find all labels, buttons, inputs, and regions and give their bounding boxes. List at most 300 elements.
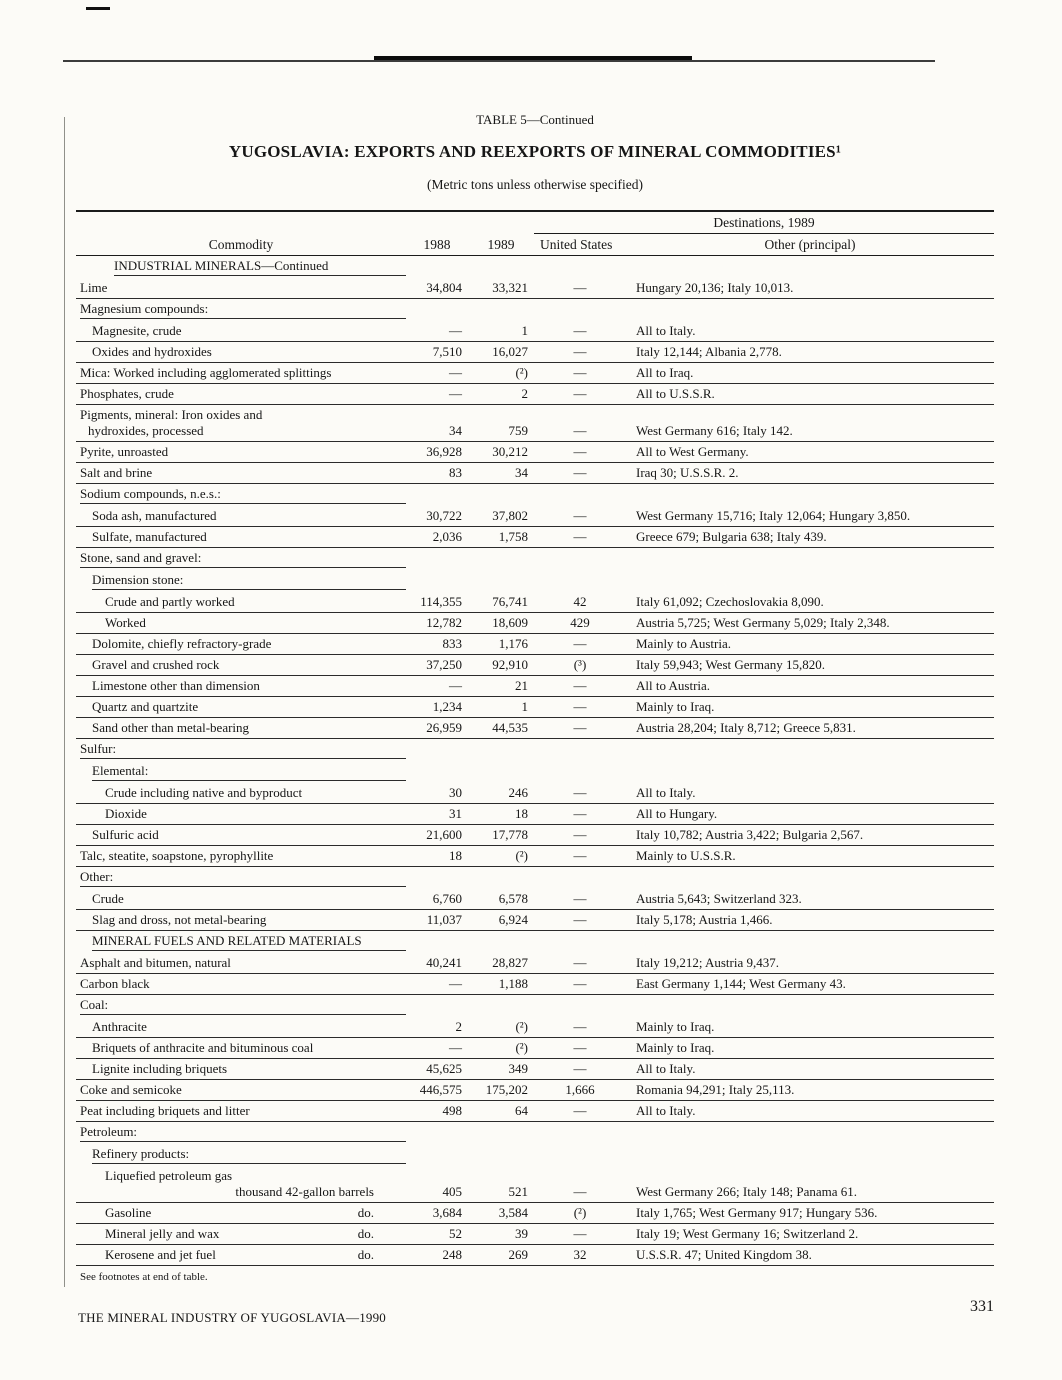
us-destination-cell: (³)	[534, 655, 626, 676]
us-destination-cell: —	[534, 1017, 626, 1038]
commodity-label: Talc, steatite, soapstone, pyrophyllite	[80, 848, 274, 863]
commodity-cell	[76, 867, 406, 890]
commodity-cell	[76, 342, 406, 363]
section-row	[76, 1144, 994, 1166]
value-1989-cell: (²)	[468, 1038, 534, 1059]
us-destination-cell: —	[534, 363, 626, 384]
other-destination-cell: Italy 10,782; Austria 3,422; Bulgaria 2,567.	[626, 825, 994, 846]
value-1988-cell: —	[406, 1038, 468, 1059]
us-destination-cell: —	[534, 889, 626, 910]
commodity-cell	[76, 592, 406, 613]
section-row	[76, 256, 994, 279]
empty-cell	[406, 739, 994, 762]
table-label: TABLE 5—Continued	[476, 112, 594, 127]
commodity-label: Liquefied petroleum gas	[105, 1168, 233, 1183]
scan-artifact-mark	[86, 7, 110, 10]
value-1988-cell: 833	[406, 634, 468, 655]
us-destination-cell: —	[534, 342, 626, 363]
commodity-cell	[76, 1203, 406, 1224]
value-1988-cell: —	[406, 974, 468, 995]
commodity-label: Briquets of anthracite and bituminous coal	[92, 1040, 314, 1055]
empty-cell	[406, 484, 994, 507]
unit-label: do.	[357, 1205, 374, 1220]
value-1988-cell: 446,575	[406, 1080, 468, 1101]
us-destination-cell: —	[534, 506, 626, 527]
table-row	[76, 889, 994, 910]
value-1989-cell: 76,741	[468, 592, 534, 613]
empty-cell	[406, 995, 994, 1018]
value-1988-cell: 36,928	[406, 442, 468, 463]
unit-label: thousand 42-gallon barrels	[235, 1184, 374, 1199]
commodity-cell	[76, 655, 406, 676]
other-destination-cell: Italy 61,092; Czechoslovakia 8,090.	[626, 592, 994, 613]
commodity-label: Petroleum:	[80, 1124, 138, 1139]
empty-cell	[406, 1144, 994, 1166]
commodity-label: Worked	[105, 615, 146, 630]
commodity-cell	[76, 1122, 406, 1145]
table-row	[76, 634, 994, 655]
other-destination-cell: Mainly to Iraq.	[626, 1017, 994, 1038]
commodity-label: Refinery products:	[92, 1146, 190, 1161]
value-1988-cell: 30,722	[406, 506, 468, 527]
value-1988-cell: 83	[406, 463, 468, 484]
value-1989-cell: 2	[468, 384, 534, 405]
table-row	[76, 363, 994, 384]
other-destination-cell: All to Italy.	[626, 321, 994, 342]
page-left-border	[64, 117, 65, 1287]
other-destination-cell: All to Italy.	[626, 783, 994, 804]
section-row	[76, 484, 994, 507]
other-destination-cell: All to Austria.	[626, 676, 994, 697]
value-1989-cell: 1	[468, 321, 534, 342]
page-content	[76, 112, 994, 1283]
top-rule-thin	[63, 60, 935, 62]
section-row	[76, 867, 994, 890]
commodity-cell	[76, 463, 406, 484]
commodity-label: Pyrite, unroasted	[80, 444, 169, 459]
empty-cell	[406, 299, 994, 322]
us-destination-cell: —	[534, 825, 626, 846]
commodity-cell	[76, 613, 406, 634]
value-1988-cell: 12,782	[406, 613, 468, 634]
other-destination-cell: Italy 12,144; Albania 2,778.	[626, 342, 994, 363]
value-1989-cell: 349	[468, 1059, 534, 1080]
other-destination-cell: Mainly to U.S.S.R.	[626, 846, 994, 867]
col-header-commodity: Commodity	[76, 211, 406, 256]
table-subtitle: (Metric tons unless otherwise specified)	[427, 177, 643, 192]
us-destination-cell: 1,666	[534, 1080, 626, 1101]
table-row	[76, 910, 994, 931]
commodity-label: Dioxide	[105, 806, 147, 821]
col-header-united-states: United States	[534, 234, 626, 256]
commodity-cell	[76, 1017, 406, 1038]
other-destination-cell: Romania 94,291; Italy 25,113.	[626, 1080, 994, 1101]
commodity-cell	[76, 1166, 406, 1203]
commodity-cell	[76, 783, 406, 804]
value-1989-cell: 1,188	[468, 974, 534, 995]
commodity-label: Dolomite, chiefly refractory-grade	[92, 636, 272, 651]
other-destination-cell: Mainly to Iraq.	[626, 697, 994, 718]
other-destination-cell: All to West Germany.	[626, 442, 994, 463]
other-destination-cell: Italy 19; West Germany 16; Switzerland 2.	[626, 1224, 994, 1245]
commodity-label: Lignite including briquets	[92, 1061, 228, 1076]
value-1989-cell: 18	[468, 804, 534, 825]
commodity-cell	[76, 634, 406, 655]
us-destination-cell: —	[534, 384, 626, 405]
commodity-label: Kerosene and jet fuel	[105, 1247, 216, 1262]
commodity-cell	[76, 1059, 406, 1080]
other-destination-cell: U.S.S.R. 47; United Kingdom 38.	[626, 1245, 994, 1266]
value-1989-cell: 44,535	[468, 718, 534, 739]
table-row	[76, 592, 994, 613]
value-1988-cell: —	[406, 363, 468, 384]
section-row	[76, 299, 994, 322]
commodity-label: Other:	[80, 869, 114, 884]
other-destination-cell: Italy 1,765; West Germany 917; Hungary 536.	[626, 1203, 994, 1224]
commodity-cell	[76, 527, 406, 548]
table-row	[76, 384, 994, 405]
footer-running-title: THE MINERAL INDUSTRY OF YUGOSLAVIA—1990	[78, 1310, 387, 1325]
us-destination-cell: 32	[534, 1245, 626, 1266]
table-row	[76, 718, 994, 739]
value-1988-cell: 30	[406, 783, 468, 804]
value-1988-cell: 114,355	[406, 592, 468, 613]
table-row	[76, 804, 994, 825]
commodity-label: Lime	[80, 280, 108, 295]
empty-cell	[406, 867, 994, 890]
commodity-label: Slag and dross, not metal-bearing	[92, 912, 267, 927]
other-destination-cell: Italy 59,943; West Germany 15,820.	[626, 655, 994, 676]
commodity-cell	[76, 1224, 406, 1245]
value-1988-cell: 31	[406, 804, 468, 825]
other-destination-cell: West Germany 616; Italy 142.	[626, 405, 994, 442]
commodity-label: Peat including briquets and litter	[80, 1103, 250, 1118]
commodity-cell	[76, 484, 406, 507]
section-row	[76, 1122, 994, 1145]
table-row	[76, 442, 994, 463]
table-row	[76, 1059, 994, 1080]
other-destination-cell: West Germany 266; Italy 148; Panama 61.	[626, 1166, 994, 1203]
table-row	[76, 1017, 994, 1038]
value-1989-cell: 33,321	[468, 278, 534, 299]
commodity-label: INDUSTRIAL MINERALS—Continued	[114, 258, 329, 273]
commodity-label: Dimension stone:	[92, 572, 184, 587]
commodity-label: Quartz and quartzite	[92, 699, 199, 714]
value-1989-cell: 269	[468, 1245, 534, 1266]
section-row	[76, 995, 994, 1018]
col-header-1989: 1989	[468, 211, 534, 256]
us-destination-cell: —	[534, 405, 626, 442]
table-row	[76, 697, 994, 718]
value-1989-cell: 30,212	[468, 442, 534, 463]
table-row	[76, 613, 994, 634]
commodity-cell	[76, 363, 406, 384]
us-destination-cell: —	[534, 1224, 626, 1245]
value-1988-cell: 34	[406, 405, 468, 442]
table-row	[76, 1101, 994, 1122]
value-1989-cell: (²)	[468, 1017, 534, 1038]
commodity-cell	[76, 548, 406, 571]
value-1989-cell: 1,758	[468, 527, 534, 548]
value-1989-cell: 759	[468, 405, 534, 442]
us-destination-cell: 42	[534, 592, 626, 613]
footnote: See footnotes at end of table.	[80, 1271, 208, 1283]
table-header	[76, 211, 994, 256]
value-1988-cell: —	[406, 676, 468, 697]
commodity-cell	[76, 739, 406, 762]
value-1989-cell: 1,176	[468, 634, 534, 655]
value-1988-cell: 3,684	[406, 1203, 468, 1224]
table-row	[76, 321, 994, 342]
other-destination-cell: All to U.S.S.R.	[626, 384, 994, 405]
value-1988-cell: 248	[406, 1245, 468, 1266]
table-row	[76, 825, 994, 846]
value-1989-cell: 64	[468, 1101, 534, 1122]
table-row	[76, 278, 994, 299]
us-destination-cell: —	[534, 1038, 626, 1059]
section-row	[76, 739, 994, 762]
col-header-1988: 1988	[406, 211, 468, 256]
table-row	[76, 506, 994, 527]
commodity-cell	[76, 299, 406, 322]
commodity-cell	[76, 889, 406, 910]
us-destination-cell: —	[534, 1059, 626, 1080]
table-row	[76, 1245, 994, 1266]
us-destination-cell: —	[534, 697, 626, 718]
empty-cell	[406, 256, 994, 279]
commodity-label: Phosphates, crude	[80, 386, 174, 401]
value-1988-cell: 6,760	[406, 889, 468, 910]
commodity-cell	[76, 1245, 406, 1266]
value-1989-cell: 28,827	[468, 953, 534, 974]
us-destination-cell: —	[534, 953, 626, 974]
value-1989-cell: 37,802	[468, 506, 534, 527]
empty-cell	[406, 761, 994, 783]
value-1988-cell: 7,510	[406, 342, 468, 363]
commodities-table	[76, 210, 994, 1266]
table-body	[76, 256, 994, 1266]
value-1988-cell: 498	[406, 1101, 468, 1122]
commodity-cell	[76, 995, 406, 1018]
commodity-cell	[76, 442, 406, 463]
commodity-label: Sulfuric acid	[92, 827, 159, 842]
commodity-label: Limestone other than dimension	[92, 678, 260, 693]
other-destination-cell: All to Italy.	[626, 1059, 994, 1080]
unit-label: do.	[357, 1226, 374, 1241]
commodity-label: Gravel and crushed rock	[92, 657, 220, 672]
commodity-cell	[76, 570, 406, 592]
us-destination-cell: —	[534, 783, 626, 804]
commodity-cell	[76, 506, 406, 527]
commodity-label: Mineral jelly and wax	[105, 1226, 220, 1241]
value-1988-cell: 1,234	[406, 697, 468, 718]
table-row	[76, 953, 994, 974]
us-destination-cell: —	[534, 846, 626, 867]
value-1989-cell: (²)	[468, 363, 534, 384]
table-row	[76, 783, 994, 804]
commodity-label: Soda ash, manufactured	[92, 508, 217, 523]
us-destination-cell: —	[534, 463, 626, 484]
other-destination-cell: Austria 28,204; Italy 8,712; Greece 5,831.	[626, 718, 994, 739]
commodity-label: Mica: Worked including agglomerated splittings	[80, 365, 332, 380]
value-1989-cell: 34	[468, 463, 534, 484]
commodity-cell	[76, 384, 406, 405]
us-destination-cell: —	[534, 278, 626, 299]
table-row	[76, 342, 994, 363]
commodity-cell	[76, 1038, 406, 1059]
us-destination-cell: —	[534, 676, 626, 697]
value-1989-cell: 92,910	[468, 655, 534, 676]
value-1988-cell: 34,804	[406, 278, 468, 299]
value-1989-cell: 39	[468, 1224, 534, 1245]
col-header-other-principal: Other (principal)	[626, 234, 994, 256]
value-1988-cell: 45,625	[406, 1059, 468, 1080]
us-destination-cell: —	[534, 804, 626, 825]
commodity-cell	[76, 1101, 406, 1122]
value-1988-cell: 26,959	[406, 718, 468, 739]
table-row	[76, 1038, 994, 1059]
table-row	[76, 676, 994, 697]
section-row	[76, 570, 994, 592]
value-1989-cell: 1	[468, 697, 534, 718]
value-1989-cell: 6,924	[468, 910, 534, 931]
us-destination-cell: —	[534, 634, 626, 655]
us-destination-cell: —	[534, 321, 626, 342]
commodity-label: Pigments, mineral: Iron oxides and	[80, 407, 263, 422]
commodity-label: Sulfur:	[80, 741, 117, 756]
commodity-cell	[76, 953, 406, 974]
other-destination-cell: All to Italy.	[626, 1101, 994, 1122]
empty-cell	[406, 548, 994, 571]
value-1988-cell: —	[406, 384, 468, 405]
value-1988-cell: 21,600	[406, 825, 468, 846]
commodity-cell	[76, 1080, 406, 1101]
commodity-cell	[76, 761, 406, 783]
col-header-destinations: Destinations, 1989	[534, 211, 994, 234]
table-row	[76, 846, 994, 867]
commodity-label: Elemental:	[92, 763, 149, 778]
value-1989-cell: 18,609	[468, 613, 534, 634]
value-1989-cell: (²)	[468, 846, 534, 867]
value-1989-cell: 17,778	[468, 825, 534, 846]
commodity-cell	[76, 321, 406, 342]
commodity-cell	[76, 974, 406, 995]
value-1989-cell: 521	[468, 1166, 534, 1203]
other-destination-cell: All to Iraq.	[626, 363, 994, 384]
commodity-cell	[76, 718, 406, 739]
commodity-label: Sulfate, manufactured	[92, 529, 207, 544]
us-destination-cell: —	[534, 910, 626, 931]
value-1988-cell: 52	[406, 1224, 468, 1245]
other-destination-cell: Mainly to Austria.	[626, 634, 994, 655]
value-1989-cell: 175,202	[468, 1080, 534, 1101]
table-row	[76, 527, 994, 548]
value-1988-cell: 18	[406, 846, 468, 867]
other-destination-cell: Italy 5,178; Austria 1,466.	[626, 910, 994, 931]
table-row	[76, 655, 994, 676]
commodity-label: Asphalt and bitumen, natural	[80, 955, 231, 970]
empty-cell	[406, 931, 994, 954]
commodity-label: Crude	[92, 891, 124, 906]
value-1988-cell: —	[406, 321, 468, 342]
commodity-label: Crude and partly worked	[105, 594, 235, 609]
commodity-label: Crude including native and byproduct	[105, 785, 303, 800]
commodity-label-line2: hydroxides, processed	[88, 423, 204, 438]
commodity-label: Magnesite, crude	[92, 323, 182, 338]
section-row	[76, 931, 994, 954]
commodity-cell	[76, 697, 406, 718]
value-1988-cell: 37,250	[406, 655, 468, 676]
commodity-label: Sand other than metal-bearing	[92, 720, 250, 735]
table-row	[76, 974, 994, 995]
table-row	[76, 463, 994, 484]
table-row	[76, 405, 994, 442]
commodity-label: Coal:	[80, 997, 109, 1012]
value-1988-cell: 2,036	[406, 527, 468, 548]
unit-label: do.	[357, 1247, 374, 1262]
other-destination-cell: Hungary 20,136; Italy 10,013.	[626, 278, 994, 299]
value-1989-cell: 6,578	[468, 889, 534, 910]
value-1989-cell: 246	[468, 783, 534, 804]
us-destination-cell: —	[534, 442, 626, 463]
value-1988-cell: 40,241	[406, 953, 468, 974]
commodity-label: Oxides and hydroxides	[92, 344, 212, 359]
commodity-label: Magnesium compounds:	[80, 301, 209, 316]
table-row	[76, 1224, 994, 1245]
value-1989-cell: 16,027	[468, 342, 534, 363]
commodity-cell	[76, 931, 406, 954]
us-destination-cell: —	[534, 974, 626, 995]
empty-cell	[406, 570, 994, 592]
us-destination-cell: (²)	[534, 1203, 626, 1224]
other-destination-cell: All to Hungary.	[626, 804, 994, 825]
other-destination-cell: West Germany 15,716; Italy 12,064; Hungary 3,850.	[626, 506, 994, 527]
value-1988-cell: 2	[406, 1017, 468, 1038]
us-destination-cell: —	[534, 527, 626, 548]
commodity-label: Carbon black	[80, 976, 150, 991]
other-destination-cell: Austria 5,643; Switzerland 323.	[626, 889, 994, 910]
table-row	[76, 1080, 994, 1101]
commodity-label: Anthracite	[92, 1019, 147, 1034]
value-1989-cell: 21	[468, 676, 534, 697]
page-title: YUGOSLAVIA: EXPORTS AND REEXPORTS OF MINERAL COMMODITIES¹	[228, 142, 842, 161]
us-destination-cell: 429	[534, 613, 626, 634]
other-destination-cell: Italy 19,212; Austria 9,437.	[626, 953, 994, 974]
value-1989-cell: 3,584	[468, 1203, 534, 1224]
commodity-cell	[76, 910, 406, 931]
commodity-cell	[76, 278, 406, 299]
page-number: 331	[970, 1298, 994, 1315]
commodity-label: MINERAL FUELS AND RELATED MATERIALS	[92, 933, 362, 948]
commodity-label: Sodium compounds, n.e.s.:	[80, 486, 221, 501]
value-1988-cell: 405	[406, 1166, 468, 1203]
table-row	[76, 1203, 994, 1224]
commodity-cell	[76, 804, 406, 825]
section-row	[76, 548, 994, 571]
commodity-label: Salt and brine	[80, 465, 153, 480]
commodity-cell	[76, 256, 406, 279]
commodity-cell	[76, 825, 406, 846]
commodity-label: Coke and semicoke	[80, 1082, 182, 1097]
commodity-cell	[76, 676, 406, 697]
table-row	[76, 1166, 994, 1203]
other-destination-cell: Iraq 30; U.S.S.R. 2.	[626, 463, 994, 484]
commodity-label: Gasoline	[105, 1205, 152, 1220]
section-row	[76, 761, 994, 783]
us-destination-cell: —	[534, 1166, 626, 1203]
other-destination-cell: East Germany 1,144; West Germany 43.	[626, 974, 994, 995]
us-destination-cell: —	[534, 1101, 626, 1122]
